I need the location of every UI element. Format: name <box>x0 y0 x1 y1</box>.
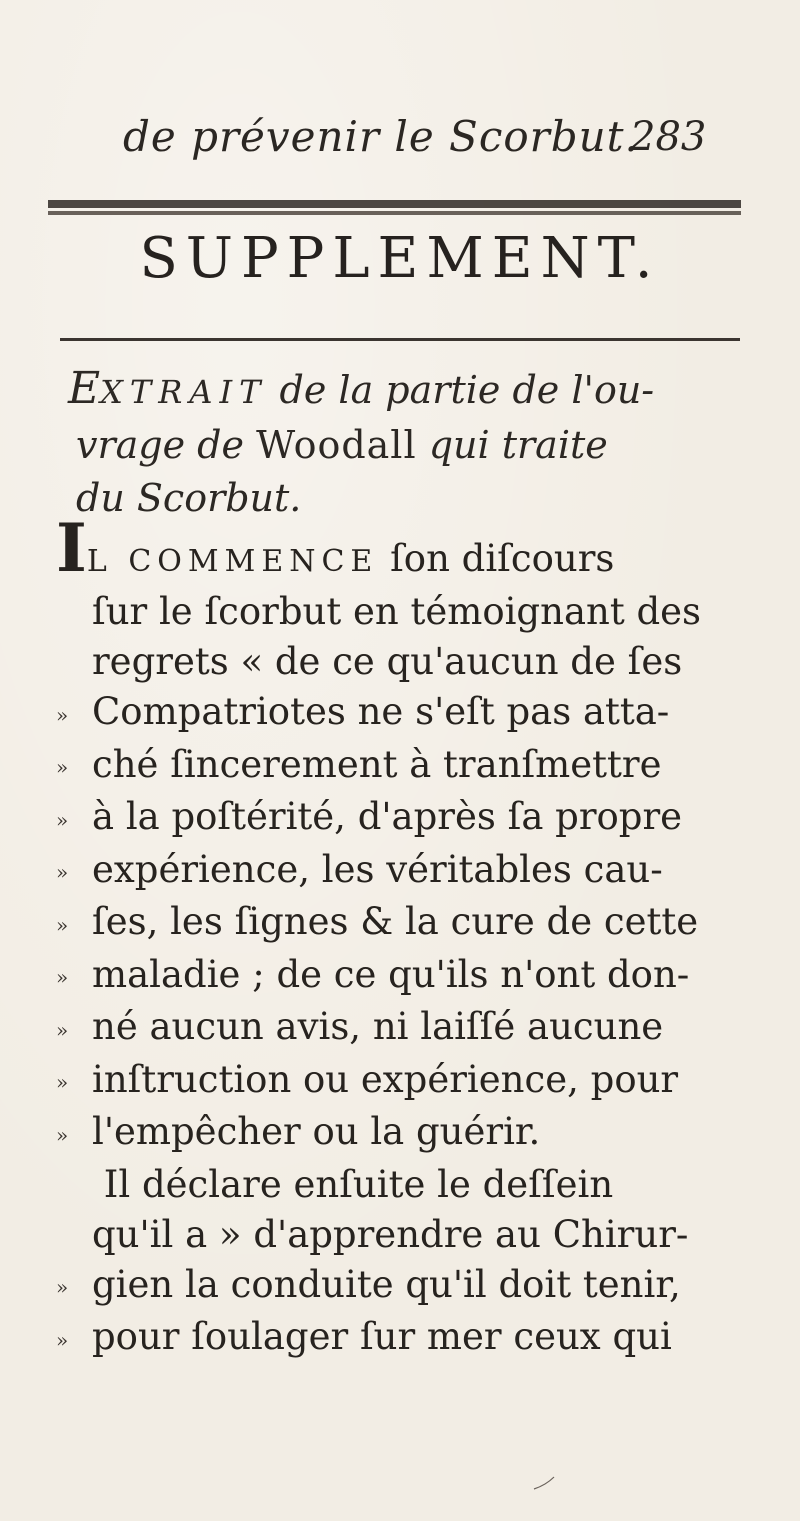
body-line <box>56 740 776 793</box>
header-rule <box>48 200 741 216</box>
body-line <box>56 792 776 845</box>
running-head <box>0 112 800 172</box>
body-line-text: Il déclare enſuite le deſſein <box>92 1162 614 1206</box>
body-text <box>56 509 776 1365</box>
quote-mark: » <box>56 807 69 832</box>
extract-lead-cap: E <box>68 363 101 414</box>
extract-lead-rest: XTRAIT <box>100 373 268 411</box>
quote-mark: » <box>56 965 69 989</box>
body-line-text: né aucun avis, ni laiſſé aucune <box>92 1005 664 1048</box>
body-line <box>56 1210 776 1260</box>
quote-mark: » <box>56 1017 69 1042</box>
extract-title-line-3: du Scorbut. <box>76 476 302 520</box>
author-name: Woodall <box>256 423 417 467</box>
quote-mark: » <box>56 860 69 884</box>
body-line <box>56 587 776 637</box>
heading-rule <box>60 338 740 341</box>
quote-mark: » <box>56 1122 69 1147</box>
body-line <box>56 637 776 687</box>
body-line-first <box>56 509 776 587</box>
first-line-rest: ſon diſcours <box>390 537 615 580</box>
body-line-text: expérience, les véritables cau- <box>92 847 663 891</box>
body-line-text: l'empêcher ou la guérir. <box>92 1110 541 1153</box>
body-line-text: inſtruction ou expérience, pour <box>92 1057 679 1101</box>
extract-title-line-2 <box>68 419 758 472</box>
body-line <box>56 1260 776 1313</box>
body-lines <box>56 587 776 1365</box>
body-line <box>56 687 776 740</box>
body-line <box>56 845 776 898</box>
body-line-text: ſur le ſcorbut en témoignant des <box>92 590 702 633</box>
quote-mark: » <box>56 1327 69 1352</box>
body-line <box>56 1160 776 1210</box>
body-line-text: Compatriotes ne s'eſt pas atta- <box>92 690 670 733</box>
quote-mark: » <box>56 755 69 779</box>
quote-mark: » <box>56 912 69 937</box>
body-line-text: pour ſoulager ſur mer ceux qui <box>92 1315 672 1358</box>
body-line-text: regrets « de ce qu'aucun de ſes <box>92 640 683 683</box>
body-line <box>56 1002 776 1055</box>
body-line-text: à la poſtérité, d'après ſa propre <box>92 795 683 838</box>
body-line <box>56 1055 776 1108</box>
body-line-text: qu'il a » d'apprendre au Chirur- <box>92 1212 689 1256</box>
body-line-text: maladie ; de ce qu'ils n'ont don- <box>92 952 690 996</box>
quote-mark: » <box>56 1070 69 1094</box>
body-line-text: ché ſincerement à tranſmettre <box>92 742 662 786</box>
body-line <box>56 1107 776 1160</box>
small-caps-opening: L COMMENCE <box>86 544 379 579</box>
body-line-text: gien la conduite qu'il doit tenir, <box>92 1262 681 1306</box>
quote-mark: » <box>56 1275 69 1299</box>
quote-mark: » <box>56 702 69 727</box>
extract-line2-a: vrage de <box>76 423 244 467</box>
extract-title <box>68 362 758 525</box>
section-heading: SUPPLEMENT. <box>139 226 661 291</box>
body-line <box>56 950 776 1003</box>
extract-line2-b: qui traite <box>428 423 608 467</box>
body-line <box>56 1312 776 1365</box>
ink-mark <box>532 1475 556 1491</box>
running-head-title: de prévenir le Scorbut. <box>123 112 639 161</box>
extract-title-line-1 <box>68 362 758 419</box>
body-line <box>56 897 776 950</box>
page-number: 283 <box>630 114 707 160</box>
drop-cap: I <box>56 509 87 587</box>
extract-line1-rest: de la partie de l'ou- <box>279 368 655 412</box>
body-line-text: ſes, les ſignes & la cure de cette <box>92 900 699 943</box>
